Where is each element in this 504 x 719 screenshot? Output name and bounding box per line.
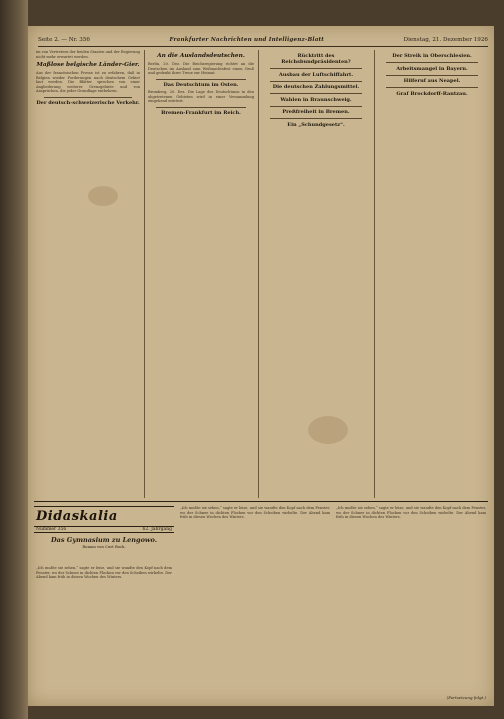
- feuilleton-header: [34, 506, 174, 549]
- novel-title: Das Gymnasium zu Lengowo.: [51, 536, 157, 544]
- article-text: „Ich mußte sie sehen,“ sagte er leise, und sie wandte den Kopf nach dem Fenster, wo der Schnee in dichten Flocken vor den Scheiben wirbelte. Der Abend kam früh in diesen Wochen des Winters.: [336, 506, 486, 519]
- divider: [386, 75, 478, 76]
- divider: [156, 107, 246, 108]
- article-headline: Wahlen in Braunschweig.: [280, 96, 352, 103]
- column-2: [148, 50, 254, 498]
- article-headline: Der Streik in Oberschlesien.: [392, 53, 472, 59]
- issue-line: [34, 526, 174, 533]
- continued-note: (Fortsetzung folgt.): [446, 695, 486, 700]
- article-headline: An die Auslandsdeutschen.: [157, 53, 245, 59]
- divider: [270, 81, 362, 82]
- article-headline: Die deutschen Zahlungsmittel.: [272, 84, 360, 91]
- page-header: [38, 34, 488, 47]
- article-text: Aus der französischen Presse ist zu erfahren, daß in Belgien wieder Forderungen nach deutschem Gebiet laut werden. Die Blätter sprechen von einer Angliederung weiterer Grenzgebiete und von Ansprüchen, die jeder Grundlage entbehren.: [36, 71, 140, 93]
- divider: [386, 62, 478, 63]
- novel-author: Roman von Curt Bock.: [82, 544, 126, 549]
- article-text: „Ich mußte sie sehen,“ sagte er leise, und sie wandte den Kopf nach dem Fenster, wo der Schnee in dichten Flocken vor den Scheiben wirbelte. Der Abend kam früh in diesen Wochen des Winters.: [36, 566, 172, 579]
- article-text: im von Vertretern der beiden Staaten und der Regierung nicht mehr erwartet werden.: [36, 50, 140, 59]
- divider: [270, 93, 362, 94]
- newspaper-page: [28, 26, 494, 706]
- article-text: „Ich mußte sie sehen,“ sagte er leise, und sie wandte den Kopf nach dem Fenster, wo der Schnee in dichten Flocken vor den Scheiben wirbelte. Der Abend kam früh in diesen Wochen des Winters.: [180, 506, 330, 519]
- issue-number: Nummer 356: [36, 527, 67, 532]
- article-headline: Bremen-Frankfurt im Reich.: [161, 110, 241, 117]
- feuilleton-column-2: [180, 506, 330, 698]
- header-date: Dienstag, 21. Dezember 1926: [403, 37, 488, 43]
- feuilleton-column-3: [336, 506, 486, 692]
- article-text: Bromberg, 20. Dez. Die Lage des Deutschtums in den abgetretenen Gebieten wird in einer Versammlung eingehend erörtert.: [148, 90, 254, 104]
- article-headline: Ein „Schundgesetz“.: [287, 121, 345, 128]
- feuilleton-column-1: [36, 566, 172, 698]
- divider: [386, 87, 478, 88]
- column-rule: [374, 50, 375, 498]
- article-headline: Arbeitsmangel in Bayern.: [396, 65, 468, 72]
- binding-edge: [0, 0, 28, 719]
- divider: [44, 97, 132, 98]
- article-headline: Rücktritt des Reichsbundpräsidenten?: [281, 53, 351, 65]
- header-masthead: Frankfurter Nachrichten und Intelligenz-Blatt: [169, 37, 325, 43]
- column-1: [36, 50, 140, 498]
- divider: [270, 106, 362, 107]
- divider: [270, 118, 362, 119]
- article-headline: Preßfreiheit in Bremen.: [282, 109, 350, 116]
- column-rule: [258, 50, 259, 498]
- feuilleton-title: Didaskalia: [36, 509, 118, 524]
- article-text: Berlin, 20. Dez. Die Reichsregierung richtet an die Deutschen im Ausland zum Weihnachtsfest einen Gruß und gedenkt ihrer Treue zur Heimat.: [148, 62, 254, 75]
- header-page-number: Seite 2. — Nr. 356: [38, 37, 90, 43]
- column-rule: [144, 50, 145, 498]
- article-headline: Graf Brockdorff-Rantzau.: [396, 90, 468, 97]
- article-headline: Hilferuf aus Neapel.: [403, 78, 461, 85]
- divider: [270, 68, 362, 69]
- article-headline: Der deutsch-schweizerische Verkehr.: [36, 100, 140, 107]
- divider: [156, 79, 246, 80]
- article-headline: Das Deutschtum im Osten.: [163, 82, 239, 89]
- section-divider: [34, 501, 488, 502]
- column-4: [378, 50, 486, 498]
- column-3: [262, 50, 370, 498]
- article-headline: Ausbau der Luftschiffahrt.: [278, 71, 354, 78]
- article-headline: Maßlose belgische Länder-Gier.: [36, 62, 140, 68]
- issue-year: 62. Jahrgang: [142, 527, 172, 532]
